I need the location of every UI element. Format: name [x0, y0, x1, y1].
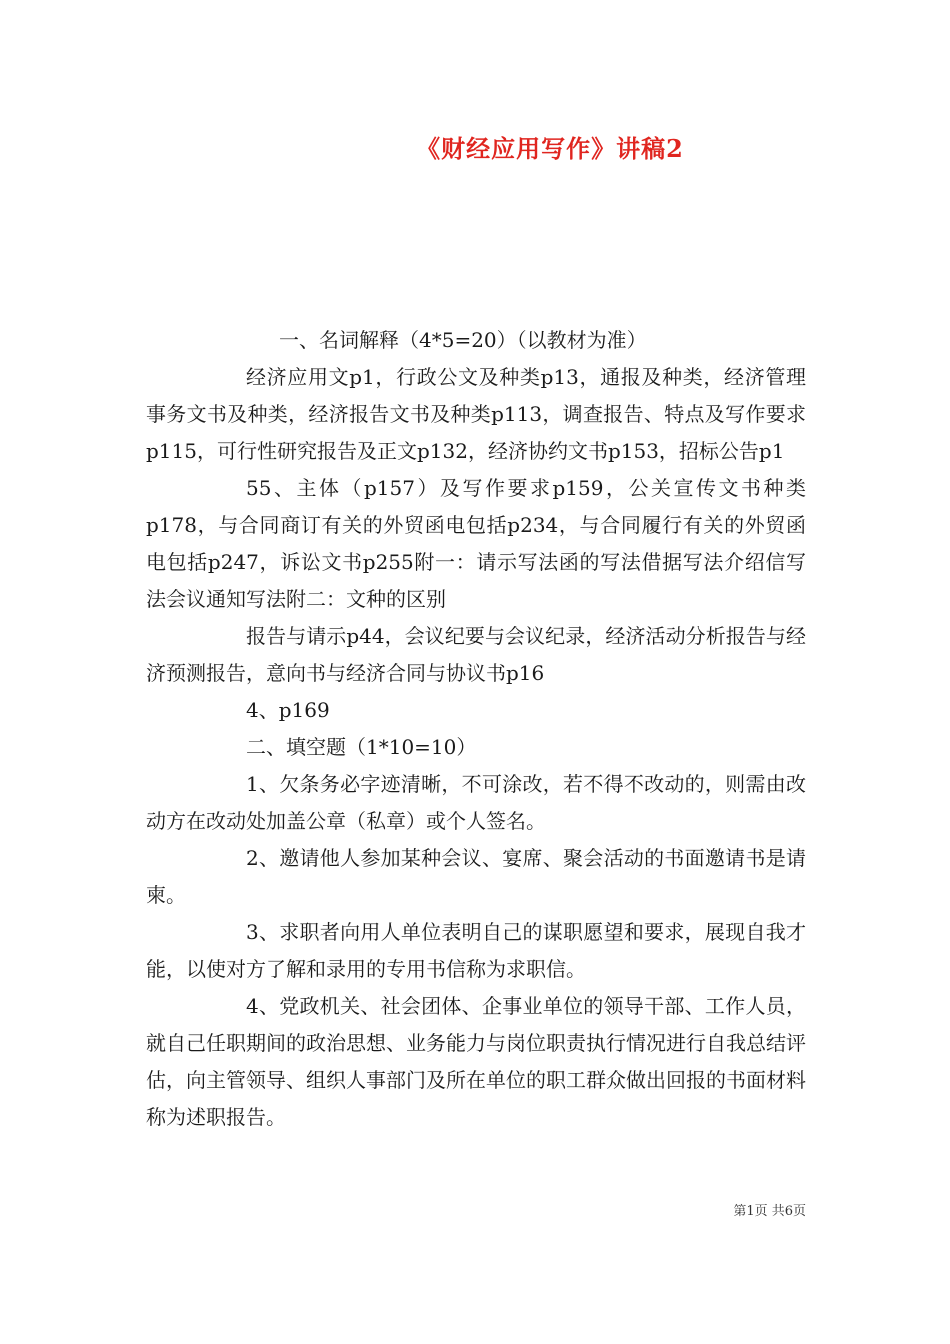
section-heading-terms: 一、名词解释（4*5=20）（以教材为准）	[279, 328, 647, 352]
document-title: 《财经应用写作》讲稿2	[416, 134, 684, 163]
document-body	[146, 322, 806, 1136]
body-paragraph: 经济应用文p1，行政公文及种类p13，通报及种类，经济管理事务文书及种类，经济报告文书及种类p113，调查报告、特点及写作要求p115，可行性研究报告及正文p132，经济协约文书p153，招标公告p1	[146, 365, 806, 463]
body-paragraph: 4、党政机关、社会团体、企事业单位的领导干部、工作人员，就自己任职期间的政治思想、业务能力与岗位职责执行情况进行自我总结评估，向主管领导、组织人事部门及所在单位的职工群众做出回报的书面材料称为述职报告。	[146, 994, 806, 1129]
page-number-footer: 第1页 共6页	[733, 1204, 806, 1219]
body-paragraph: 1、欠条务必字迹清晰，不可涂改，若不得不改动的，则需由改动方在改动处加盖公章（私章）或个人签名。	[146, 772, 806, 833]
body-paragraph: 4、p169	[246, 698, 330, 722]
body-paragraph: 55、主体（p157）及写作要求p159，公关宣传文书种类p178，与合同商订有关的外贸函电包括p234，与合同履行有关的外贸函电包括p247，诉讼文书p255附一：请示写法函的写法借据写法介绍信写法会议通知写法附二：文种的区别	[146, 476, 806, 611]
body-paragraph: 2、邀请他人参加某种会议、宴席、聚会活动的书面邀请书是请柬。	[146, 846, 806, 907]
body-paragraph: 报告与请示p44，会议纪要与会议纪录，经济活动分析报告与经济预测报告，意向书与经济合同与协议书p16	[146, 624, 806, 685]
section-heading-fill-blank: 二、填空题（1*10=10）	[246, 735, 477, 759]
body-paragraph: 3、求职者向用人单位表明自己的谋职愿望和要求，展现自我才能，以使对方了解和录用的专用书信称为求职信。	[146, 920, 806, 981]
